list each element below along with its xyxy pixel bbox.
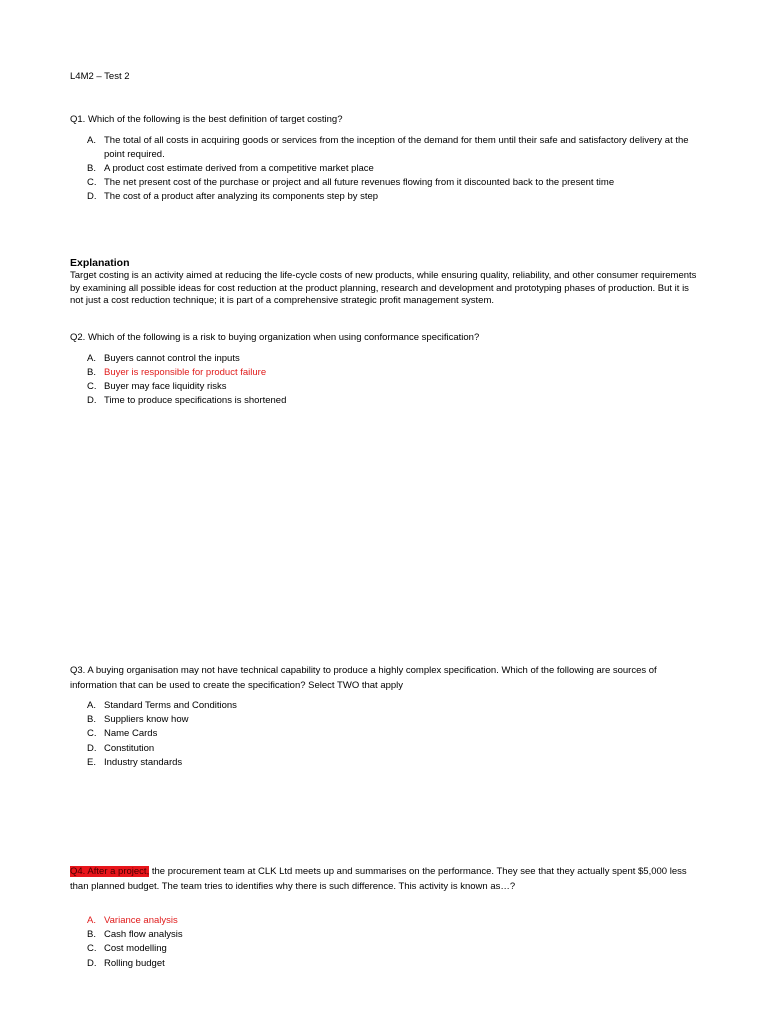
option-letter: C. — [87, 380, 97, 392]
q1-option-d — [87, 190, 700, 204]
option-text: Industry standards — [104, 756, 183, 768]
option-text: The net present cost of the purchase or project and all future revenues flowing from it discounted back to the present time — [104, 177, 615, 189]
option-text: Cost modelling — [104, 943, 167, 955]
option-text: Standard Terms and Conditions — [104, 700, 237, 711]
option-text: Suppliers know how — [104, 714, 189, 726]
q2-option-b — [87, 366, 700, 380]
q4-option-b — [87, 928, 700, 942]
option-text: A product cost estimate derived from a competitive market place — [104, 162, 374, 174]
option-letter: A. — [87, 700, 96, 711]
q2-option-c — [87, 380, 700, 394]
option-letter: E. — [87, 756, 96, 768]
option-letter: A. — [87, 915, 96, 926]
q2-option-d — [87, 394, 700, 408]
question-4-text — [70, 865, 700, 894]
explanation-body: Target costing is an activity aimed at reducing the life-cycle costs of new products, while ensuring quality, reliability, and other consumer requirements by examining all possible ideas for cost reduction at the product planning, research and development and prototyping phases of production. But it is not just a cost reduction technique; it is part of a comprehensive strategic profit management system. — [70, 270, 697, 307]
option-letter: C. — [87, 943, 97, 955]
q3-option-e — [87, 756, 700, 770]
question-4-rest: the procurement team at CLK Ltd meets up and summarises on the performance. They see that they actually spent $5,000 less than planned budget. The team tries to identifies why there is such difference. This activity is known as…? — [70, 866, 687, 892]
option-letter: B. — [87, 162, 96, 174]
highlighted-text: Q4. After a project, — [70, 866, 150, 877]
option-letter: D. — [87, 742, 97, 754]
question-1-options — [70, 134, 700, 205]
option-text-correct: Buyer is responsible for product failure — [104, 366, 267, 378]
option-letter: A. — [87, 134, 96, 146]
q1-option-a — [87, 134, 700, 162]
option-text: The cost of a product after analyzing its components step by step — [104, 191, 379, 203]
option-letter: A. — [87, 352, 96, 364]
q1-option-b — [87, 162, 700, 176]
option-text: The total of all costs in acquiring goods or services from the inception of the demand for them until their safe and satisfactory delivery at the point required. — [104, 134, 689, 160]
q4-option-d — [87, 957, 700, 971]
option-text: Constitution — [104, 742, 155, 754]
document-title: L4M2 – Test 2 — [70, 71, 130, 82]
option-text: Buyer may face liquidity risks — [104, 380, 227, 392]
option-text: Name Cards — [104, 728, 158, 740]
option-text: Buyers cannot control the inputs — [104, 352, 240, 364]
q4-option-a — [87, 914, 700, 928]
q3-option-b — [87, 713, 700, 727]
q4-option-c — [87, 942, 700, 956]
question-2-text: Q2. Which of the following is a risk to buying organization when using conformance specification? — [70, 332, 480, 343]
explanation-heading: Explanation — [70, 257, 130, 269]
question-3-text: Q3. A buying organisation may not have technical capability to produce a highly complex specification. Which of the following are sources of information that can be used to create the specification? Select TWO that apply — [70, 665, 657, 691]
option-text: Time to produce specifications is shortened — [104, 395, 287, 407]
option-letter: C. — [87, 728, 97, 740]
question-2 — [70, 331, 700, 408]
explanation — [70, 256, 700, 308]
question-3-options — [70, 699, 700, 770]
option-letter: C. — [87, 177, 97, 189]
option-text-correct: Variance analysis — [104, 915, 178, 926]
question-3 — [70, 664, 700, 770]
question-1 — [70, 113, 700, 205]
option-letter: D. — [87, 395, 97, 407]
q3-option-c — [87, 727, 700, 741]
question-1-text: Q1. Which of the following is the best definition of target costing? — [70, 114, 343, 125]
option-text: Rolling budget — [104, 957, 165, 969]
q2-option-a — [87, 352, 700, 366]
option-letter: B. — [87, 714, 96, 726]
option-letter: D. — [87, 957, 97, 969]
q3-option-d — [87, 742, 700, 756]
question-4-options — [70, 914, 700, 971]
option-letter: B. — [87, 929, 96, 941]
option-letter: D. — [87, 191, 97, 203]
option-letter: B. — [87, 366, 96, 378]
question-4 — [70, 865, 700, 971]
option-text: Cash flow analysis — [104, 929, 183, 941]
q3-option-a — [87, 699, 700, 713]
question-2-options — [70, 352, 700, 409]
q1-option-c — [87, 176, 700, 190]
